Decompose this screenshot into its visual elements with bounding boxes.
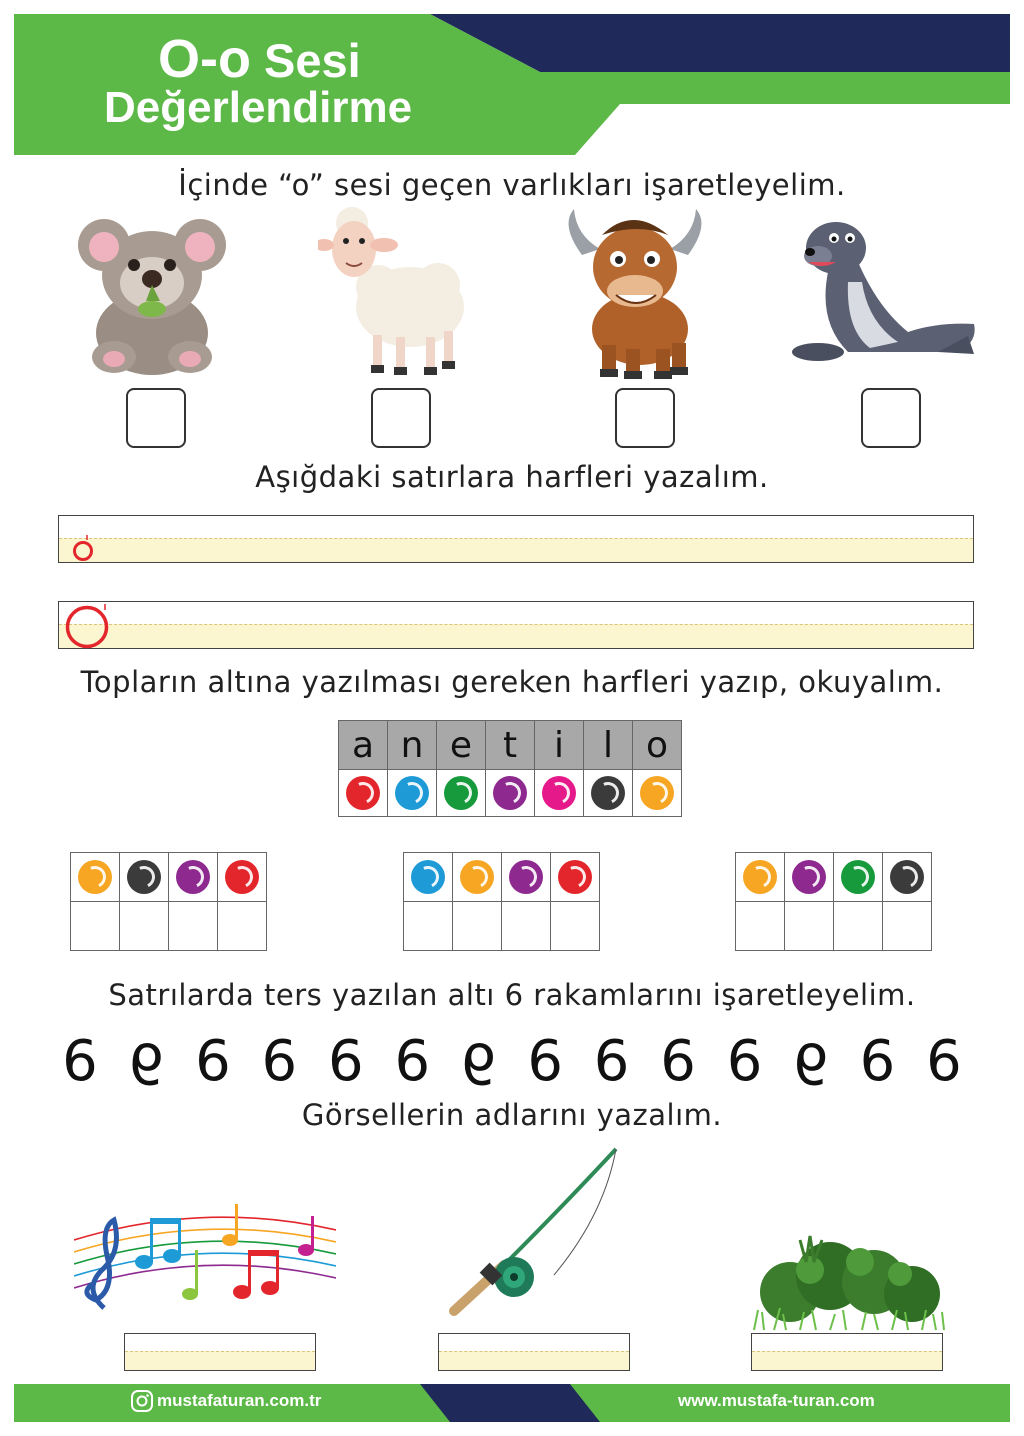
answer-cell[interactable] [120, 902, 169, 951]
website-link[interactable]: www.mustafa-turan.com [678, 1391, 875, 1410]
key-letter: i [535, 721, 584, 770]
key-ball-cell [584, 770, 633, 817]
digit-six[interactable]: 6 [394, 1029, 431, 1094]
big-o-guide-icon [61, 602, 113, 650]
color-ball [841, 860, 875, 894]
color-ball [890, 860, 924, 894]
puzzle-answer-row[interactable] [404, 902, 600, 951]
koala-icon [76, 205, 228, 377]
answer-cell[interactable] [502, 902, 551, 951]
digit-six[interactable]: 6 [527, 1029, 563, 1094]
color-ball [542, 776, 576, 810]
reversed-six[interactable]: 6 [460, 1030, 497, 1095]
puzzle-ball-row [71, 853, 267, 902]
digit-six[interactable]: 6 [261, 1029, 298, 1094]
color-ball [591, 776, 625, 810]
name-field-fishing-rod[interactable] [438, 1333, 630, 1371]
letter-color-key [338, 720, 682, 817]
instruction-1: İçinde “o” sesi geçen varlıkları işaretleyelim. [178, 168, 846, 202]
checkbox-bull[interactable] [615, 388, 675, 448]
answer-cell[interactable] [169, 902, 218, 951]
instruction-4: Satrılarda ters yazılan altı 6 rakamlarını işaretleyelim. [108, 978, 916, 1012]
instagram-handle: mustafaturan.com.tr [157, 1391, 322, 1410]
instruction-3: Topların altına yazılması gereken harfleri yazıp, okuyalım. [80, 665, 944, 699]
puzzle-1 [70, 852, 267, 951]
instruction-5: Görsellerin adlarını yazalım. [301, 1098, 723, 1132]
page-title: O-o Sesi [158, 29, 361, 89]
answer-cell[interactable] [404, 902, 453, 951]
puzzle-ball-row [736, 853, 932, 902]
checkbox-seal[interactable] [861, 388, 921, 448]
answer-cell[interactable] [736, 902, 785, 951]
writing-line-small-o[interactable] [58, 515, 974, 563]
key-ball-cell [437, 770, 486, 817]
fishing-rod-icon [444, 1145, 622, 1320]
answer-cell[interactable] [883, 902, 932, 951]
answer-cell[interactable] [834, 902, 883, 951]
puzzle-answer-row[interactable] [71, 902, 267, 951]
digit-six[interactable]: 6 [327, 1029, 364, 1094]
key-letter: e [437, 721, 486, 770]
digit-six[interactable]: 6 [859, 1029, 896, 1094]
key-letter: n [388, 721, 437, 770]
color-ball [743, 860, 777, 894]
color-ball [509, 860, 543, 894]
color-ball [460, 860, 494, 894]
color-ball [558, 860, 592, 894]
checkbox-sheep[interactable] [371, 388, 431, 448]
music-notes-icon [74, 1200, 336, 1318]
bush-icon [750, 1230, 946, 1332]
color-ball [444, 776, 478, 810]
color-ball [346, 776, 380, 810]
key-letter: o [633, 721, 682, 770]
digit-six[interactable]: 6 [726, 1029, 763, 1094]
small-o-guide-icon [71, 533, 97, 563]
reversed-six[interactable]: 6 [793, 1030, 829, 1095]
digit-six[interactable]: 6 [195, 1029, 231, 1094]
instagram-icon [130, 1389, 154, 1413]
color-ball [640, 776, 674, 810]
digit-six[interactable]: 6 [660, 1029, 696, 1094]
key-letter: l [584, 721, 633, 770]
checkbox-koala[interactable] [126, 388, 186, 448]
key-letter: a [339, 721, 388, 770]
puzzle-3 [735, 852, 932, 951]
key-ball-cell [388, 770, 437, 817]
color-ball [411, 860, 445, 894]
color-ball [176, 860, 210, 894]
answer-cell[interactable] [785, 902, 834, 951]
answer-cell[interactable] [453, 902, 502, 951]
writing-line-big-o[interactable] [58, 601, 974, 649]
color-ball [225, 860, 259, 894]
bull-icon [560, 205, 710, 380]
key-ball-cell [535, 770, 584, 817]
seal-icon [788, 212, 980, 372]
name-field-bush[interactable] [751, 1333, 943, 1371]
key-letter: t [486, 721, 535, 770]
answer-cell[interactable] [551, 902, 600, 951]
color-ball [395, 776, 429, 810]
key-ball-cell [633, 770, 682, 817]
puzzle-ball-row [404, 853, 600, 902]
answer-cell[interactable] [71, 902, 120, 951]
answer-cell[interactable] [218, 902, 267, 951]
digit-six[interactable]: 6 [593, 1029, 630, 1094]
page-subtitle: Değerlendirme [104, 83, 413, 132]
digit-six[interactable]: 6 [926, 1029, 962, 1094]
key-ball-cell [486, 770, 535, 817]
color-ball [78, 860, 112, 894]
sheep-icon [318, 205, 468, 380]
key-ball-cell [339, 770, 388, 817]
digit-six[interactable]: 6 [62, 1029, 98, 1094]
puzzle-answer-row[interactable] [736, 902, 932, 951]
header-banner [0, 0, 1024, 160]
instruction-2: Aşığdaki satırlara harfleri yazalım. [255, 460, 769, 494]
color-ball [792, 860, 826, 894]
reversed-six[interactable]: 6 [128, 1030, 165, 1095]
name-field-music[interactable] [124, 1333, 316, 1371]
puzzle-2 [403, 852, 600, 951]
color-ball [127, 860, 161, 894]
digit-row [50, 1030, 974, 1094]
color-ball [493, 776, 527, 810]
